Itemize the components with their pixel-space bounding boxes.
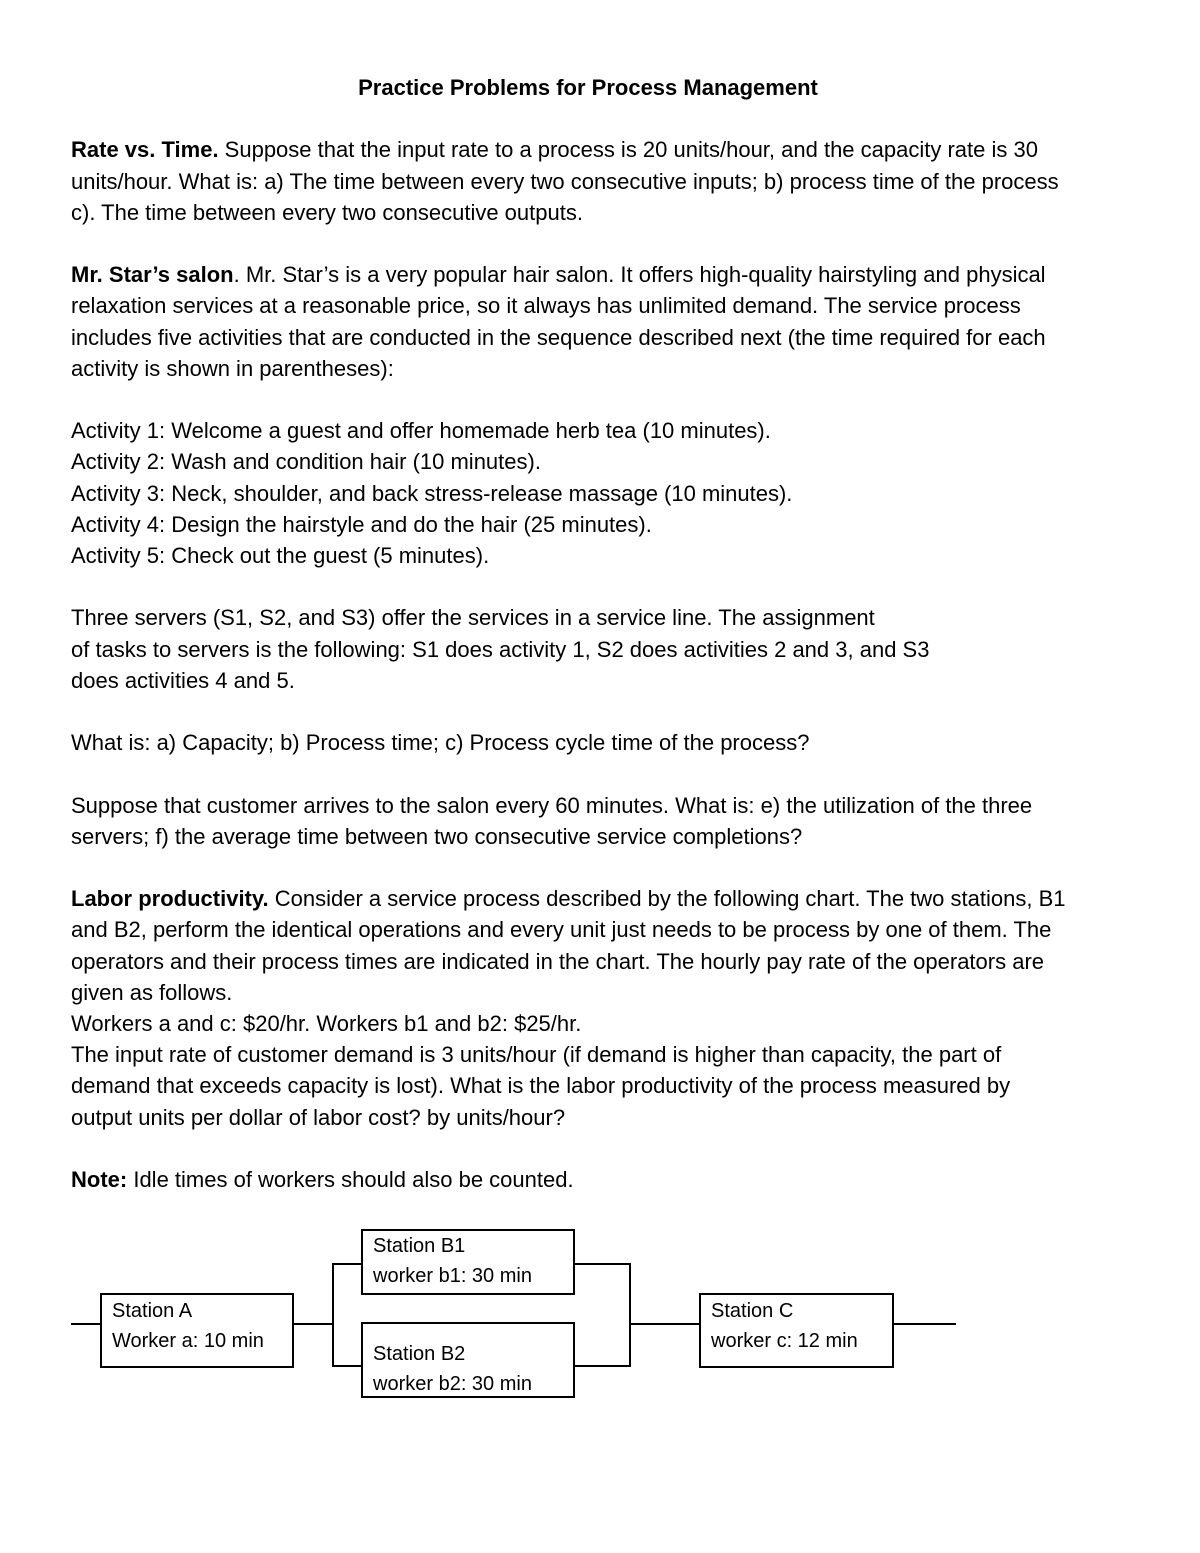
flow-line-a-to-split	[293, 1323, 333, 1325]
servers-line-2: of tasks to servers is the following: S1 does activity 1, S2 does activities 2 and 3, and S3	[71, 636, 930, 662]
station-b1-worker: worker b1: 30 min	[373, 1265, 532, 1287]
labor-productivity-problem	[71, 883, 1131, 1133]
note	[71, 1164, 1131, 1195]
activity-4: Activity 4: Design the hairstyle and do the hair (25 minutes).	[71, 511, 652, 537]
salon-label: Mr. Star’s salon	[71, 262, 234, 288]
question-1-text: What is: a) Capacity; b) Process time; c) Process cycle time of the process?	[71, 730, 810, 756]
flow-line-split-to-b2	[332, 1365, 362, 1367]
salon-servers	[71, 602, 1131, 696]
salon-activity-list	[71, 415, 1131, 571]
page-title: Practice Problems for Process Management	[358, 75, 818, 100]
salon-question-2	[71, 790, 1131, 852]
flow-line-output	[893, 1323, 956, 1325]
station-c-box	[699, 1293, 894, 1368]
labor-line-7: demand that exceeds capacity is lost). What is the labor productivity of the process measured by	[71, 1073, 1011, 1099]
labor-line-4: given as follows.	[71, 979, 233, 1005]
activity-1: Activity 1: Welcome a guest and offer homemade herb tea (10 minutes).	[71, 418, 771, 444]
flow-line-b2-to-merge	[574, 1365, 631, 1367]
salon-intro-line-2: relaxation services at a reasonable price, so it always has unlimited demand. The service process	[71, 293, 1021, 319]
labor-line-8: output units per dollar of labor cost? by units/hour?	[71, 1104, 566, 1130]
flow-line-split-vertical	[332, 1263, 334, 1367]
station-a-name: Station A	[112, 1300, 193, 1322]
station-c-worker: worker c: 12 min	[711, 1330, 858, 1352]
station-a-box	[100, 1293, 294, 1368]
labor-line-6: The input rate of customer demand is 3 units/hour (if demand is higher than capacity, the part of	[71, 1042, 1002, 1068]
salon-question-1	[71, 727, 1131, 758]
station-a-worker: Worker a: 10 min	[112, 1330, 264, 1352]
station-b2-name: Station B2	[373, 1343, 466, 1365]
rate-vs-time-line-1: Suppose that the input rate to a process is 20 units/hour, and the capacity rate is 30	[218, 137, 1038, 163]
station-c-name: Station C	[711, 1300, 794, 1322]
flow-line-merge-vertical	[629, 1263, 631, 1367]
flow-line-split-to-b1	[332, 1263, 362, 1265]
rate-vs-time-label: Rate vs. Time.	[71, 137, 219, 163]
activity-3: Activity 3: Neck, shoulder, and back stress-release massage (10 minutes).	[71, 480, 793, 506]
salon-problem-intro	[71, 259, 1131, 384]
labor-line-5: Workers a and c: $20/hr. Workers b1 and b2: $25/hr.	[71, 1010, 582, 1036]
labor-label: Labor productivity.	[71, 886, 269, 912]
document-body	[71, 72, 1131, 1226]
station-b1-box	[361, 1229, 575, 1295]
flow-line-b1-to-merge	[574, 1263, 631, 1265]
rate-vs-time-problem	[71, 134, 1131, 228]
note-label: Note:	[71, 1166, 128, 1192]
station-b2-box	[361, 1322, 575, 1398]
rate-vs-time-line-2: units/hour. What is: a) The time between every two consecutive inputs; b) process time of the process	[71, 168, 1059, 194]
station-b2-worker: worker b2: 30 min	[373, 1373, 532, 1395]
activity-5: Activity 5: Check out the guest (5 minutes).	[71, 543, 490, 568]
rate-vs-time-line-3: c). The time between every two consecutive outputs.	[71, 199, 583, 225]
salon-intro-line-1: . Mr. Star’s is a very popular hair salon. It offers high-quality hairstyling and physical	[233, 262, 1046, 288]
labor-line-1: Consider a service process described by the following chart. The two stations, B1	[268, 886, 1066, 912]
flow-line-input	[71, 1323, 101, 1325]
question-2-line-2: servers; f) the average time between two consecutive service completions?	[71, 823, 803, 849]
activity-2: Activity 2: Wash and condition hair (10 minutes).	[71, 449, 541, 475]
flow-line-merge-to-c	[629, 1323, 700, 1325]
labor-line-3: operators and their process times are indicated in the chart. The hourly pay rate of the operators are	[71, 948, 1045, 974]
station-b1-name: Station B1	[373, 1235, 466, 1257]
salon-intro-line-3: includes five activities that are conducted in the sequence described next (the time required for each	[71, 324, 1046, 350]
servers-line-3: does activities 4 and 5.	[71, 667, 295, 693]
labor-line-2: and B2, perform the identical operations and every unit just needs to be process by one of them. The	[71, 917, 1052, 943]
note-text: Idle times of workers should also be counted.	[127, 1166, 574, 1192]
salon-intro-line-4: activity is shown in parentheses):	[71, 355, 394, 381]
question-2-line-1: Suppose that customer arrives to the salon every 60 minutes. What is: e) the utilization of the three	[71, 792, 1033, 818]
servers-line-1: Three servers (S1, S2, and S3) offer the services in a service line. The assignment	[71, 605, 875, 631]
